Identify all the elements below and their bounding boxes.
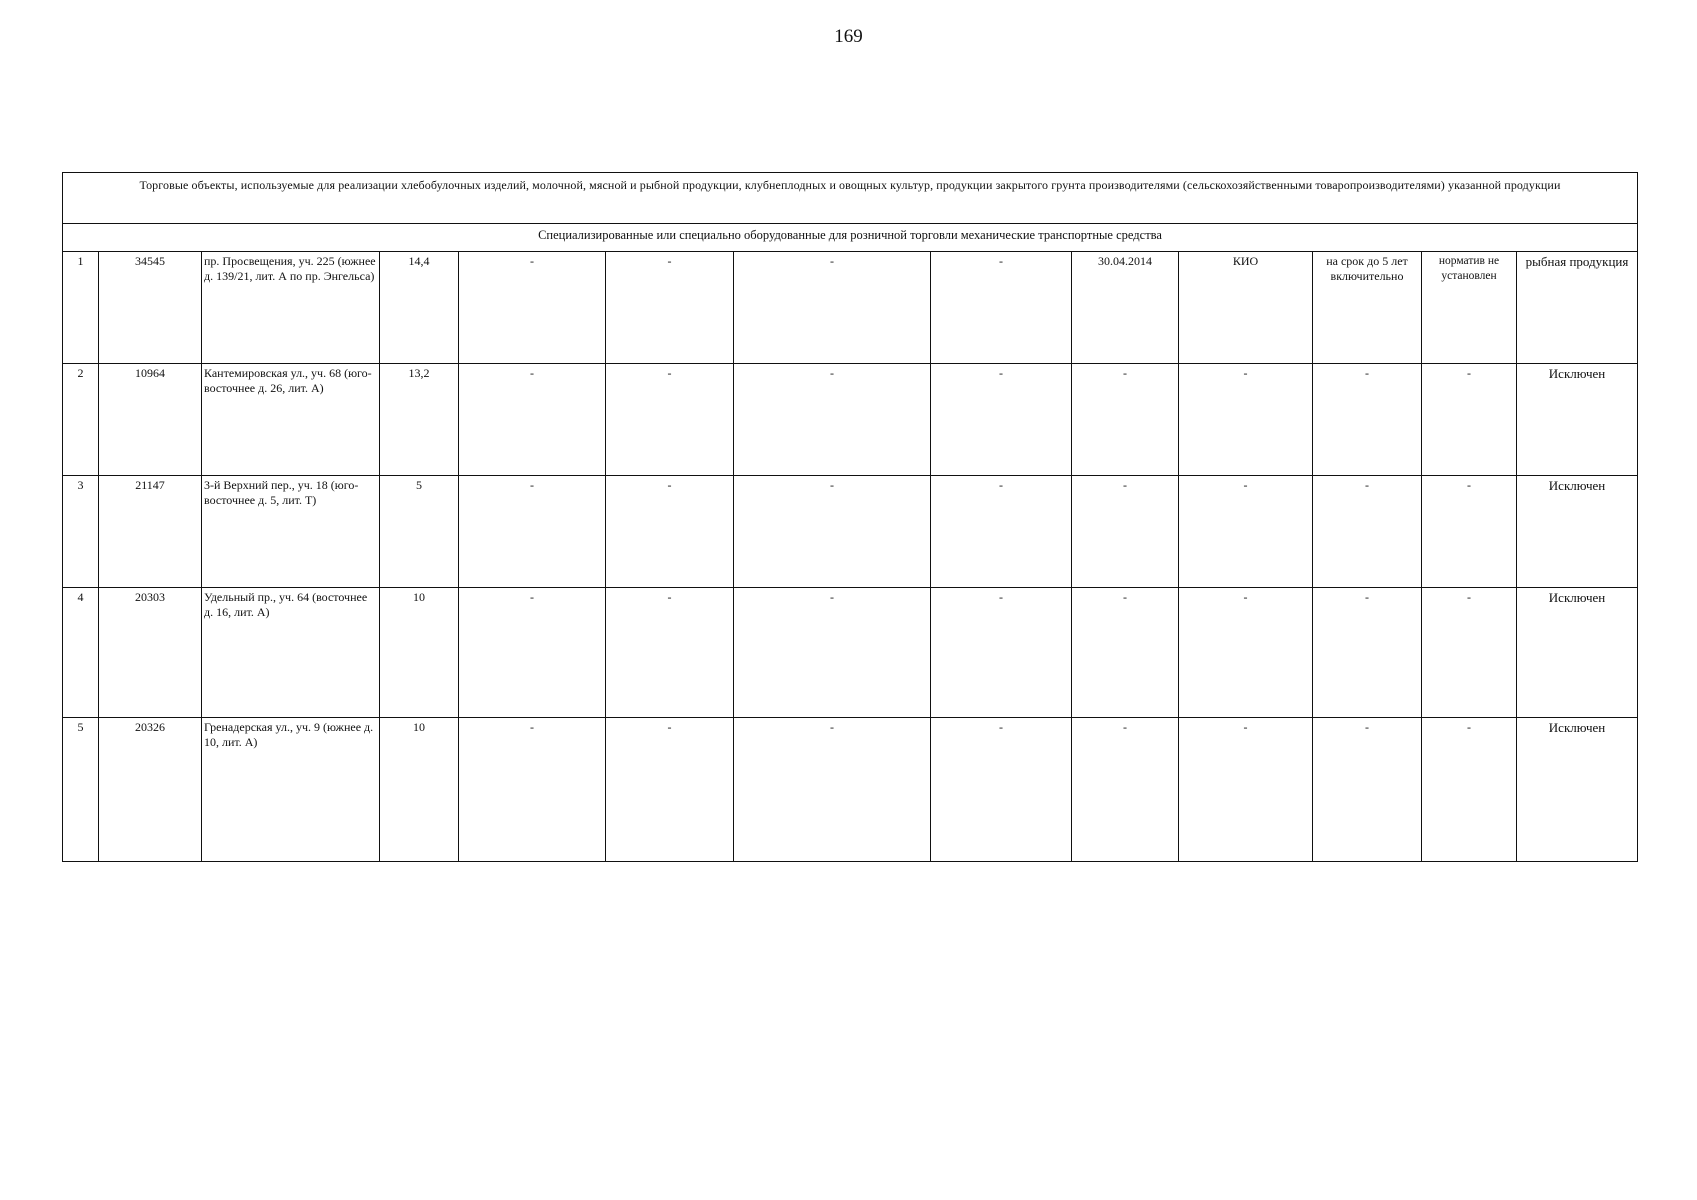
placement-term: - bbox=[1313, 718, 1422, 862]
row-number: 3 bbox=[63, 476, 99, 588]
cell-col7: - bbox=[734, 718, 931, 862]
cell-col8: - bbox=[931, 364, 1072, 476]
cell-col6: - bbox=[606, 252, 734, 364]
norm: - bbox=[1422, 588, 1517, 718]
authority: - bbox=[1179, 364, 1313, 476]
object-address: пр. Просвещения, уч. 225 (южнее д. 139/21, лит. А по пр. Энгельса) bbox=[202, 252, 380, 364]
object-area: 10 bbox=[380, 588, 459, 718]
section-title-row bbox=[63, 173, 1638, 224]
cell-col6: - bbox=[606, 588, 734, 718]
section-title: Торговые объекты, используемые для реализации хлебобулочных изделий, молочной, мясной и рыбной продукции, клубнеплодных и овощных культур, продукции закрытого грунта производителями (сельскохозяйственными товаропроизводителями) указанной продукции bbox=[63, 173, 1638, 224]
product-note: рыбная продукция bbox=[1517, 252, 1638, 364]
object-code: 34545 bbox=[99, 252, 202, 364]
decision-date: - bbox=[1072, 476, 1179, 588]
cell-col6: - bbox=[606, 476, 734, 588]
row-number: 2 bbox=[63, 364, 99, 476]
cell-col5: - bbox=[459, 252, 606, 364]
row-number: 4 bbox=[63, 588, 99, 718]
object-address: Кантемировская ул., уч. 68 (юго-восточнее д. 26, лит. А) bbox=[202, 364, 380, 476]
authority: - bbox=[1179, 588, 1313, 718]
norm: - bbox=[1422, 364, 1517, 476]
object-address: 3-й Верхний пер., уч. 18 (юго-восточнее д. 5, лит. Т) bbox=[202, 476, 380, 588]
object-area: 10 bbox=[380, 718, 459, 862]
authority: КИО bbox=[1179, 252, 1313, 364]
placement-term: - bbox=[1313, 364, 1422, 476]
object-area: 13,2 bbox=[380, 364, 459, 476]
decision-date: - bbox=[1072, 718, 1179, 862]
trade-objects-table bbox=[62, 172, 1638, 862]
cell-col5: - bbox=[459, 476, 606, 588]
object-code: 20326 bbox=[99, 718, 202, 862]
cell-col5: - bbox=[459, 718, 606, 862]
norm: - bbox=[1422, 476, 1517, 588]
product-note: Исключен bbox=[1517, 476, 1638, 588]
page-number: 169 bbox=[834, 26, 863, 47]
object-area: 14,4 bbox=[380, 252, 459, 364]
object-area: 5 bbox=[380, 476, 459, 588]
cell-col8: - bbox=[931, 476, 1072, 588]
cell-col5: - bbox=[459, 588, 606, 718]
object-code: 21147 bbox=[99, 476, 202, 588]
cell-col7: - bbox=[734, 252, 931, 364]
cell-col6: - bbox=[606, 364, 734, 476]
product-note: Исключен bbox=[1517, 364, 1638, 476]
norm: - bbox=[1422, 718, 1517, 862]
cell-col8: - bbox=[931, 252, 1072, 364]
object-address: Удельный пр., уч. 64 (восточнее д. 16, лит. А) bbox=[202, 588, 380, 718]
placement-term: - bbox=[1313, 588, 1422, 718]
cell-col8: - bbox=[931, 588, 1072, 718]
cell-col7: - bbox=[734, 364, 931, 476]
cell-col5: - bbox=[459, 364, 606, 476]
product-note: Исключен bbox=[1517, 588, 1638, 718]
decision-date: - bbox=[1072, 588, 1179, 718]
table-row bbox=[63, 364, 1638, 476]
table-row bbox=[63, 718, 1638, 862]
cell-col6: - bbox=[606, 718, 734, 862]
row-number: 1 bbox=[63, 252, 99, 364]
authority: - bbox=[1179, 718, 1313, 862]
placement-term: на срок до 5 лет включительно bbox=[1313, 252, 1422, 364]
placement-term: - bbox=[1313, 476, 1422, 588]
table-row bbox=[63, 588, 1638, 718]
cell-col7: - bbox=[734, 588, 931, 718]
row-number: 5 bbox=[63, 718, 99, 862]
subsection-title-row bbox=[63, 224, 1638, 252]
subsection-title: Специализированные или специально оборудованные для розничной торговли механические транспортные средства bbox=[63, 224, 1638, 252]
decision-date: - bbox=[1072, 364, 1179, 476]
object-address: Гренадерская ул., уч. 9 (южнее д. 10, лит. А) bbox=[202, 718, 380, 862]
table-row bbox=[63, 476, 1638, 588]
cell-col8: - bbox=[931, 718, 1072, 862]
product-note: Исключен bbox=[1517, 718, 1638, 862]
object-code: 20303 bbox=[99, 588, 202, 718]
norm: норматив не установлен bbox=[1422, 252, 1517, 364]
object-code: 10964 bbox=[99, 364, 202, 476]
authority: - bbox=[1179, 476, 1313, 588]
table-row bbox=[63, 252, 1638, 364]
cell-col7: - bbox=[734, 476, 931, 588]
decision-date: 30.04.2014 bbox=[1072, 252, 1179, 364]
